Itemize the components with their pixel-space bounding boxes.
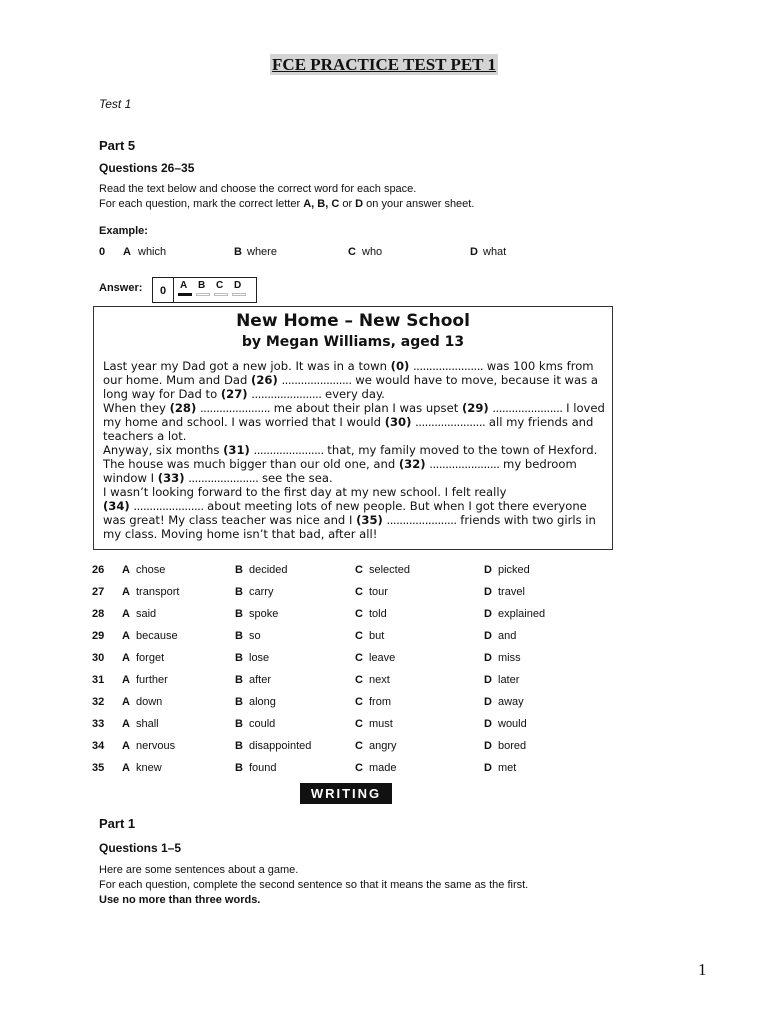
question-row: [0, 762, 768, 784]
option-letter-b: B: [235, 652, 243, 664]
writing-instruction-2: For each question, complete the second sentence so that it means the same as the first.: [99, 879, 529, 891]
writing-part-heading: Part 1: [99, 816, 136, 831]
option-text-a: down: [136, 696, 163, 708]
reading-text-box: [93, 306, 613, 550]
answer-mark-d: [232, 293, 246, 296]
option-text-d: later: [498, 674, 520, 686]
option-text-c: tour: [369, 586, 388, 598]
question-row: [0, 586, 768, 608]
question-row: [0, 674, 768, 696]
option-text-c: next: [369, 674, 390, 686]
question-number: 34: [92, 740, 105, 752]
option-text-a: further: [136, 674, 168, 686]
option-text-c: leave: [369, 652, 396, 664]
option-letter-d: D: [484, 674, 492, 686]
answer-letter-b: B: [198, 280, 206, 291]
option-letter-b: B: [235, 740, 243, 752]
question-number: 29: [92, 630, 105, 642]
option-letter-a: A: [122, 630, 130, 642]
example-answer-grid: [152, 277, 257, 303]
option-letter-a: A: [122, 652, 130, 664]
story-title: New Home – New School: [236, 311, 470, 331]
option-letter-a: A: [122, 762, 130, 774]
example-label: Example:: [99, 225, 148, 237]
option-text-d: picked: [498, 564, 530, 576]
question-row: [0, 630, 768, 652]
option-text-b: found: [249, 762, 277, 774]
writing-questions-heading: Questions 1–5: [99, 841, 182, 855]
option-letter-d: D: [484, 696, 492, 708]
option-text-a: shall: [136, 718, 159, 730]
option-letter-b: B: [235, 696, 243, 708]
option-text-c: must: [369, 718, 393, 730]
part5-instruction-1: Read the text below and choose the correct word for each space.: [99, 183, 417, 195]
page-number: 1: [698, 960, 707, 979]
option-text-b: lose: [249, 652, 270, 664]
story-byline: by Megan Williams, aged 13: [241, 334, 465, 350]
option-letter-d: D: [484, 652, 492, 664]
option-letter-d: D: [484, 586, 492, 598]
example-row: 0 A which B where C who D what: [99, 246, 507, 258]
option-letter-b: B: [235, 762, 243, 774]
option-text-d: bored: [498, 740, 527, 752]
option-text-c: from: [369, 696, 391, 708]
option-letter-a: A: [122, 740, 130, 752]
option-letter-d: D: [484, 564, 492, 576]
answer-letter-a: A: [180, 280, 188, 291]
question-number: 35: [92, 762, 105, 774]
question-number: 26: [92, 564, 105, 576]
option-letter-b: B: [235, 718, 243, 730]
option-letter-a: A: [122, 608, 130, 620]
option-text-b: could: [249, 718, 276, 730]
option-letter-d: D: [484, 608, 492, 620]
option-letter-c: C: [355, 674, 363, 686]
option-text-a: knew: [136, 762, 162, 774]
option-text-a: said: [136, 608, 157, 620]
option-letter-b: B: [235, 608, 243, 620]
answer-grid-number: 0: [153, 278, 174, 302]
option-letter-d: D: [484, 740, 492, 752]
document-title: [0, 55, 768, 75]
option-letter-d: D: [484, 718, 492, 730]
option-text-a: transport: [136, 586, 180, 598]
option-letter-d: D: [484, 762, 492, 774]
writing-instruction-3: Use no more than three words.: [99, 894, 261, 906]
option-text-b: decided: [249, 564, 288, 576]
option-letter-b: B: [235, 630, 243, 642]
test-label: Test 1: [99, 97, 132, 111]
part5-heading: Part 5: [99, 138, 136, 153]
option-text-c: selected: [369, 564, 410, 576]
option-letter-c: C: [355, 652, 363, 664]
part5-instruction-2: For each question, mark the correct letter A, B, C or D on your answer sheet.: [99, 198, 475, 210]
option-letter-a: A: [122, 718, 130, 730]
part5-questions-heading: Questions 26–35: [99, 161, 195, 175]
option-letter-b: B: [235, 674, 243, 686]
option-text-d: away: [498, 696, 524, 708]
option-letter-b: B: [235, 564, 243, 576]
option-letter-d: D: [484, 630, 492, 642]
option-text-c: made: [369, 762, 397, 774]
option-letter-a: A: [122, 696, 130, 708]
question-row: [0, 696, 768, 718]
option-text-d: travel: [498, 586, 525, 598]
option-letter-c: C: [355, 608, 363, 620]
question-number: 33: [92, 718, 105, 730]
option-text-a: chose: [136, 564, 166, 576]
story-text: Last year my Dad got a new job. It was in a town (0) ...................... was 100 kms from our home. Mum and Dad (26) ...................... we would have to move, because it was a long way for Dad to (27) ...................... every day. When they (28) ...................... me about their plan I was upset (29) ...................... I loved my home and school. I was worried that I would (30) ...................... all my friends and teachers a lot. Anyway, six months (31) ...................... that, my family moved to the town of Hexford. The house was much bigger than our old one, and (32) ...................... my bedroom window I (33) ...................... see the sea. I wasn’t looking forward to the first day at my new school. I felt really (34) ...................... about meeting lots of new people. But when I got there everyone was great! My class teacher was nice and I (35) ...................... friends with two girls in my class. Moving home isn’t that bad, after all!: [103, 359, 605, 541]
question-row: [0, 564, 768, 586]
option-text-b: carry: [249, 586, 274, 598]
option-letter-c: C: [355, 630, 363, 642]
answer-letter-c: C: [216, 280, 224, 291]
question-number: 30: [92, 652, 105, 664]
option-text-d: met: [498, 762, 517, 774]
option-text-c: angry: [369, 740, 397, 752]
option-text-a: because: [136, 630, 178, 642]
option-text-a: forget: [136, 652, 165, 664]
option-letter-b: B: [235, 586, 243, 598]
question-row: [0, 652, 768, 674]
answer-label: Answer:: [99, 282, 143, 294]
option-text-b: spoke: [249, 608, 279, 620]
option-letter-a: A: [122, 564, 130, 576]
answer-letter-d: D: [234, 280, 242, 291]
question-number: 27: [92, 586, 105, 598]
question-number: 28: [92, 608, 105, 620]
question-number: 32: [92, 696, 105, 708]
option-text-b: disappointed: [249, 740, 312, 752]
answer-mark-a: [178, 293, 192, 296]
option-text-d: and: [498, 630, 517, 642]
option-letter-c: C: [355, 564, 363, 576]
option-text-a: nervous: [136, 740, 176, 752]
answer-mark-b: [196, 293, 210, 296]
question-row: [0, 718, 768, 740]
option-text-d: miss: [498, 652, 521, 664]
option-letter-c: C: [355, 718, 363, 730]
document-title-text: FCE PRACTICE TEST PET 1: [272, 55, 496, 74]
option-letter-c: C: [355, 740, 363, 752]
option-letter-c: C: [355, 762, 363, 774]
option-text-b: along: [249, 696, 276, 708]
option-text-c: told: [369, 608, 387, 620]
option-text-d: explained: [498, 608, 546, 620]
question-list: [0, 564, 768, 784]
option-text-b: so: [249, 630, 261, 642]
option-letter-c: C: [355, 696, 363, 708]
option-letter-a: A: [122, 674, 130, 686]
option-letter-a: A: [122, 586, 130, 598]
option-text-c: but: [369, 630, 385, 642]
option-letter-c: C: [355, 586, 363, 598]
option-text-b: after: [249, 674, 272, 686]
question-row: [0, 740, 768, 762]
writing-banner: WRITING: [300, 783, 392, 804]
option-text-d: would: [498, 718, 527, 730]
answer-mark-c: [214, 293, 228, 296]
question-row: [0, 608, 768, 630]
question-number: 31: [92, 674, 105, 686]
writing-instruction-1: Here are some sentences about a game.: [99, 864, 299, 876]
